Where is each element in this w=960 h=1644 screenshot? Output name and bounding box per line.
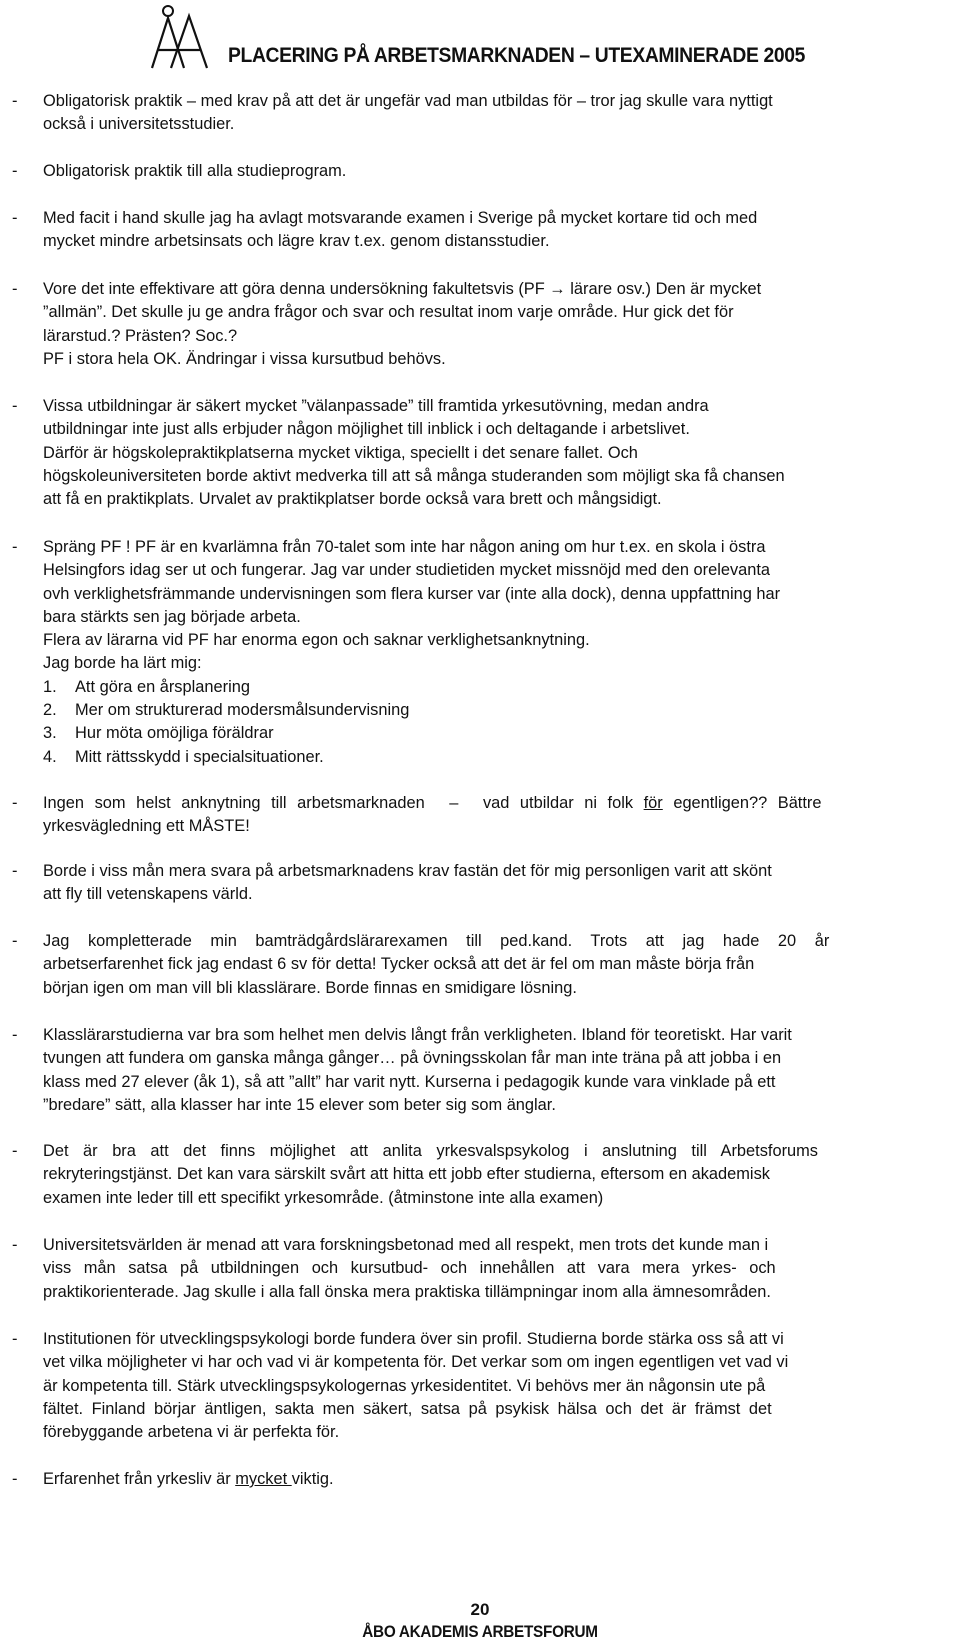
comment-text: Med facit i hand skulle jag ha avlagt motsvarande examen i Sverige på mycket kortare tid och med mycket mindre arbetsinsats och lägre krav t.ex. genom distansstudier. xyxy=(43,209,758,251)
comment-text: Obligatorisk praktik till alla studieprogram. xyxy=(43,162,347,180)
list-dash: - xyxy=(12,1330,18,1348)
list-dash: - xyxy=(12,280,18,298)
comment-text: Ingen som helst anknytning till arbetsmarknaden – vad utbildar ni folk för egentligen?? Bättre yrkesvägledning ett MÅSTE! xyxy=(43,794,822,836)
list-dash: - xyxy=(12,862,18,880)
numbered-item: 4. Mitt rättsskydd i specialsituationer. xyxy=(43,747,324,766)
list-dash: - xyxy=(12,1142,18,1160)
page-number: 20 xyxy=(470,1600,490,1619)
list-dash: - xyxy=(12,162,18,180)
list-dash: - xyxy=(12,209,18,227)
footer-organization: ÅBO AKADEMIS ARBETSFORUM xyxy=(362,1622,598,1641)
list-dash: - xyxy=(12,1236,18,1254)
list-dash: - xyxy=(12,1026,18,1044)
list-dash: - xyxy=(12,794,18,812)
comment-text: Vore det inte effektivare att göra denna undersökning fakultetsvis (PF → lärare osv.) Den är mycket ”allmän”. Det skulle ju ge andra frågor och svar och resultat inom varje område. Hur gick det för lärarstud.? Prästen? Soc.? PF i stora hela OK. Ändringar i vissa kursutbud behövs. xyxy=(43,280,762,368)
numbered-item: 2. Mer om strukturerad modersmålsundervisning xyxy=(43,701,410,720)
comment-text: Institutionen för utvecklingspsykologi borde fundera över sin profil. Studierna borde stärka oss så att vi vet vilka möjligheter vi har och vad vi är kompetenta för. Det verkar som om ingen egentligen vet vad vi är kompetenta till. Stärk utvecklingspsykologernas yrkesidentitet. Vi behövs mer än någonsin ute på fältet. Finland börjar äntligen, sakta men säkert, satsa på psykisk hälsa och det är främst det förebyggande arbetena vi är perfekta för. xyxy=(43,1330,789,1442)
comment-text: Spräng PF ! PF är en kvarlämna från 70-talet som inte har någon aning om hur t.ex. en skola i östra Helsingfors idag ser ut och fungerar. Jag var under studietiden mycket missnöjd med den orelevanta ovh verklighetsfrämmande undervisningen som flera kurser var (inte alla dock), denna uppfattning har bara stärkts sen jag började arbeta. Flera av lärarna vid PF har enorma egon och saknar verklighetsanknytning. Jag borde ha lärt mig: 1. Att göra en årsplanering 2. Mer om strukturerad modersmålsundervisning 3. Hur möta omöjliga föräldrar 4. Mitt rättsskydd i specialsituationer. xyxy=(43,536,953,769)
numbered-item: 3. Hur möta omöjliga föräldrar xyxy=(43,724,274,743)
list-dash: - xyxy=(12,92,18,110)
numbered-item: 1. Att göra en årsplanering xyxy=(43,677,250,696)
comment-text: Jag kompletterade min bamträdgårdslärarexamen till ped.kand. Trots att jag hade 20 år arbetserfarenhet fick jag endast 6 sv för detta! Tycker också att det är fel om man måste börja från början igen om man vill bli klasslärare. Borde finnas en smidigare lösning. xyxy=(43,932,830,997)
list-dash: - xyxy=(12,397,18,415)
header-title: PLACERING PÅ ARBETSMARKNADEN – UTEXAMINERADE 2005 xyxy=(228,44,806,67)
abo-akademi-logo xyxy=(147,2,227,70)
comment-text: Vissa utbildningar är säkert mycket ”välanpassade” till framtida yrkesutövning, medan andra utbildningar inte just alls erbjuder någon möjlighet till inblick i och deltagande i arbetslivet. Därför är högskolepraktikplatserna mycket viktiga, speciellt i det senare fallet. Och högskoleuniversiteten borde aktivt medverka till att så många studeranden som möjligt ska få chansen att få en praktikplats. Urvalet av praktikplatser borde också vara brett och mångsidigt. xyxy=(43,397,785,509)
comment-text: Universitetsvärlden är menad att vara forskningsbetonad med all respekt, men trots det kunde man i viss mån satsa på utbildningen och kursutbud- och innehållen att vara mera yrkes- och praktikorienterade. Jag skulle i alla fall önska mera praktiska tillämpningar inom alla ämnesområden. xyxy=(43,1236,776,1301)
list-dash: - xyxy=(12,932,18,950)
comment-text: Klasslärarstudierna var bra som helhet men delvis långt från verkligheten. Ibland för teoretiskt. Har varit tvungen att fundera om ganska många gånger… på övningsskolan får man inte träna på att jobba i en klass med 27 elever (åk 1), så att ”allt” har varit nytt. Kurserna i pedagogik kunde vara vinklade på ett ”bredare” sätt, alla klasser har inte 15 elever som beter sig som änglar. xyxy=(43,1026,792,1114)
arrow-right-icon: → xyxy=(549,280,566,298)
list-dash: - xyxy=(12,1470,18,1488)
comment-text: Borde i viss mån mera svara på arbetsmarknadens krav fastän det för mig personligen varit att skönt att fly till vetenskapens värld. xyxy=(43,862,772,904)
comment-text: Det är bra att det finns möjlighet att anlita yrkesvalspsykolog i anslutning till Arbetsforums rekryteringstjänst. Det kan vara särskilt svårt att hitta ett jobb efter studierna, eftersom en akademisk examen inte leder till ett specifikt yrkesområde. (åtminstone inte alla examen) xyxy=(43,1142,819,1207)
comment-text: Erfarenhet från yrkesliv är mycket viktig. xyxy=(43,1470,334,1488)
list-dash: - xyxy=(12,538,18,556)
comment-text: Obligatorisk praktik – med krav på att det är ungefär vad man utbildas för – tror jag skulle vara nyttigt också i universitetsstudier. xyxy=(43,92,773,134)
